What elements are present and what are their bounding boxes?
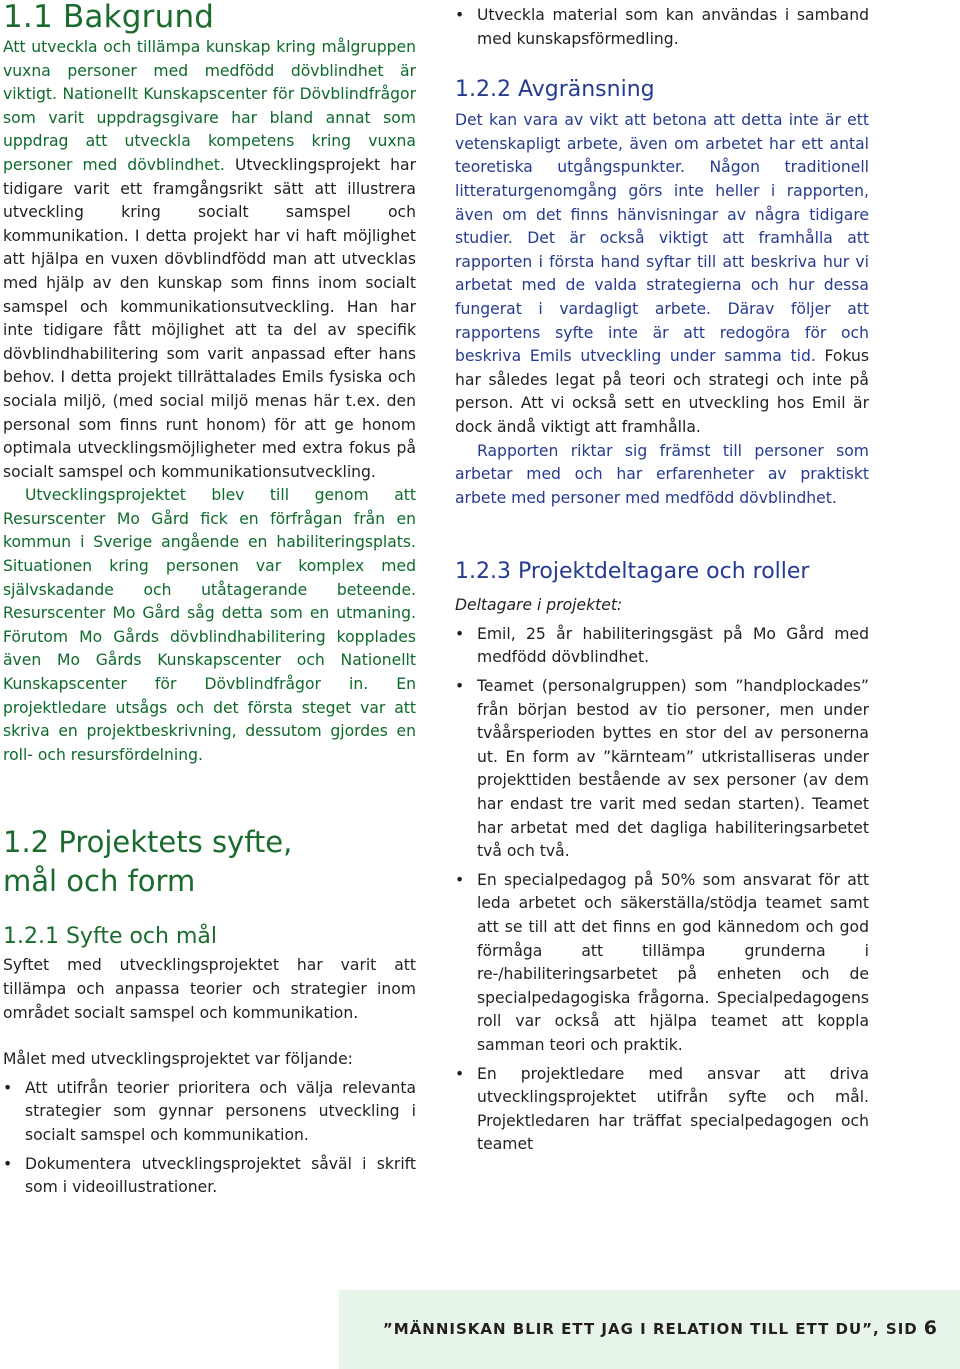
subsection-heading-avgransning: 1.2.2 Avgränsning xyxy=(455,77,655,103)
paragraph-syfte: Syftet med utvecklingsprojektet har varit att tillämpa och anpassa teorier och strategier inom området socialt samspel och kommunikation. xyxy=(3,956,416,1022)
list-item: • Teamet (personalgruppen) som ”handplockades” från början bestod av tio personer, men under tvåårsperioden byttes en stor del av personerna ut. En form av ”kärnteam” utkristalliseras under projekttiden bestående av sex personer (av dem har endast tre varit med sedan starten). Teamet har arbetat med det dagliga habiliteringsarbetet två och två. xyxy=(455,675,869,864)
paragraph-avgransning-1-rest: Fokus har således legat på teori och strategi och inte på person. Att vi också sett en utveckling hos Emil är dock ändå viktigt att framhålla. xyxy=(455,347,870,436)
deltagare-label: Deltagare i projektet: xyxy=(455,596,623,615)
list-item: • En specialpedagog på 50% som ansvarat för att leda arbetet och säkerställa/stödja teamet samt att se till att det finns en god kännedom och god förmåga att tillämpa grunderna i re-/habiliteringsarbetet på enheten och de specialpedagogiska frågorna. Specialpedagogens roll var också att hjälpa teamet att koppla samman teori och praktik. xyxy=(455,869,869,1058)
deltagare-list xyxy=(455,623,869,1157)
section-heading-bakgrund: 1.1 Bakgrund xyxy=(3,0,215,35)
paragraph-avgransning-1 xyxy=(455,109,869,439)
subsection-heading-syfte-och-mal: 1.2.1 Syfte och mål xyxy=(3,924,217,950)
list-item: • Utveckla material som kan användas i samband med kunskapsförmedling. xyxy=(455,4,869,51)
mal-list xyxy=(3,1077,416,1200)
page-number: 6 xyxy=(923,1317,938,1339)
paragraph-bakgrund-1 xyxy=(3,36,416,484)
right-column xyxy=(455,0,869,1157)
section-heading-syfte-mal-form: 1.2 Projektets syfte, mål och form xyxy=(3,825,293,899)
list-item: • Dokumentera utvecklingsprojektet såväl i skrift som i videoillustrationer. xyxy=(3,1153,416,1200)
paragraph-avgransning-2-highlight: Rapporten riktar sig främst till personer som arbetar med och har erfarenheter av praktiskt arbete med personer med medfödd dövblindhet. xyxy=(455,441,869,507)
footer-band xyxy=(339,1290,960,1369)
list-item: • Att utifrån teorier prioritera och välja relevanta strategier som gynnar personens utveckling i socialt samspel och kommunikation. xyxy=(3,1077,416,1148)
left-column xyxy=(3,0,416,1200)
mal-list-continued xyxy=(455,4,869,51)
running-footer xyxy=(383,1317,938,1339)
paragraph-malet: Målet med utvecklingsprojektet var följande: xyxy=(3,1050,353,1069)
list-item: • Emil, 25 år habiliteringsgäst på Mo Gård med medfödd dövblindhet. xyxy=(455,623,869,670)
paragraph-avgransning-2 xyxy=(455,440,869,511)
paragraph-bakgrund-1-highlight: Att utveckla och tillämpa kunskap kring målgruppen vuxna personer med medfödd dövblindhet är viktigt. Nationellt Kunskapscenter för Dövblindfrågor som varit uppdragsgivare har bland annat som uppdrag att utveckla kompetens kring vuxna personer med dövblindhet. xyxy=(3,38,416,174)
paragraph-avgransning-1-highlight: Det kan vara av vikt att betona att detta inte är ett vetenskapligt arbete, även om arbetet har ett antal teoretiska utgångspunkter. Någon traditionell litteraturgenomgång görs inte heller i rapporten, även om det finns hänvisningar av några tidigare studier. Det är också viktigt att framhålla att rapporten i första hand syftar till att beskriva hur vi arbetat med de valda strategierna och hur dessa fungerat i vardagligt arbete. Därav följer att rapportens syfte inte är att redogöra för och beskriva Emils utveckling under samma tid. xyxy=(455,111,869,366)
paragraph-bakgrund-2: Utvecklingsprojektet blev till genom att Resurscenter Mo Gård fick en förfrågan från en kommun i Sverige angående en habiliteringsplats. Situationen kring personen var komplex med självskadande och utåtagerande beteende. Resurscenter Mo Gård såg detta som en utmaning. Förutom Mo Gårds dövblindhabilitering kopplades även Mo Gårds Kunskapscenter och Nationellt Kunskapscenter för Dövblindfrågor in. En projektledare utsågs och det första steget var att skriva en projektbeskrivning, dessutom gjordes en roll- och resursfördelning. xyxy=(3,486,416,764)
subsection-heading-projektdeltagare: 1.2.3 Projektdeltagare och roller xyxy=(455,559,810,585)
paragraph-bakgrund-1-rest: Utvecklingsprojekt har tidigare varit ett framgångsrikt sätt att illustrera utveckling kring socialt samspel och kommunikation. I detta projekt har vi haft möjlighet att hjälpa en vuxen dövblindfödd man att utvecklas med hjälp av den kunskap som finns inom socialt samspel och kommunikationsutveckling. Han har inte tidigare fått möjlighet att ta del av specifik dövblindhabilitering som varit anpassad efter hans behov. I detta projekt tillrättalades Emils fysiska och sociala miljö, (med social miljö menas här t.ex. den personal som finns runt honom) för att ge honom optimala utvecklingsmöjligheter med extra fokus på socialt samspel och kommunikationsutveckling. xyxy=(3,155,416,481)
list-item: • En projektledare med ansvar att driva utvecklingsprojektet utifrån syfte och mål. Projektledaren har träffat specialpedagogen och teamet xyxy=(455,1063,869,1157)
running-title: ”MÄNNISKAN BLIR ETT JAG I RELATION TILL ETT DU”, SID xyxy=(382,1320,918,1338)
